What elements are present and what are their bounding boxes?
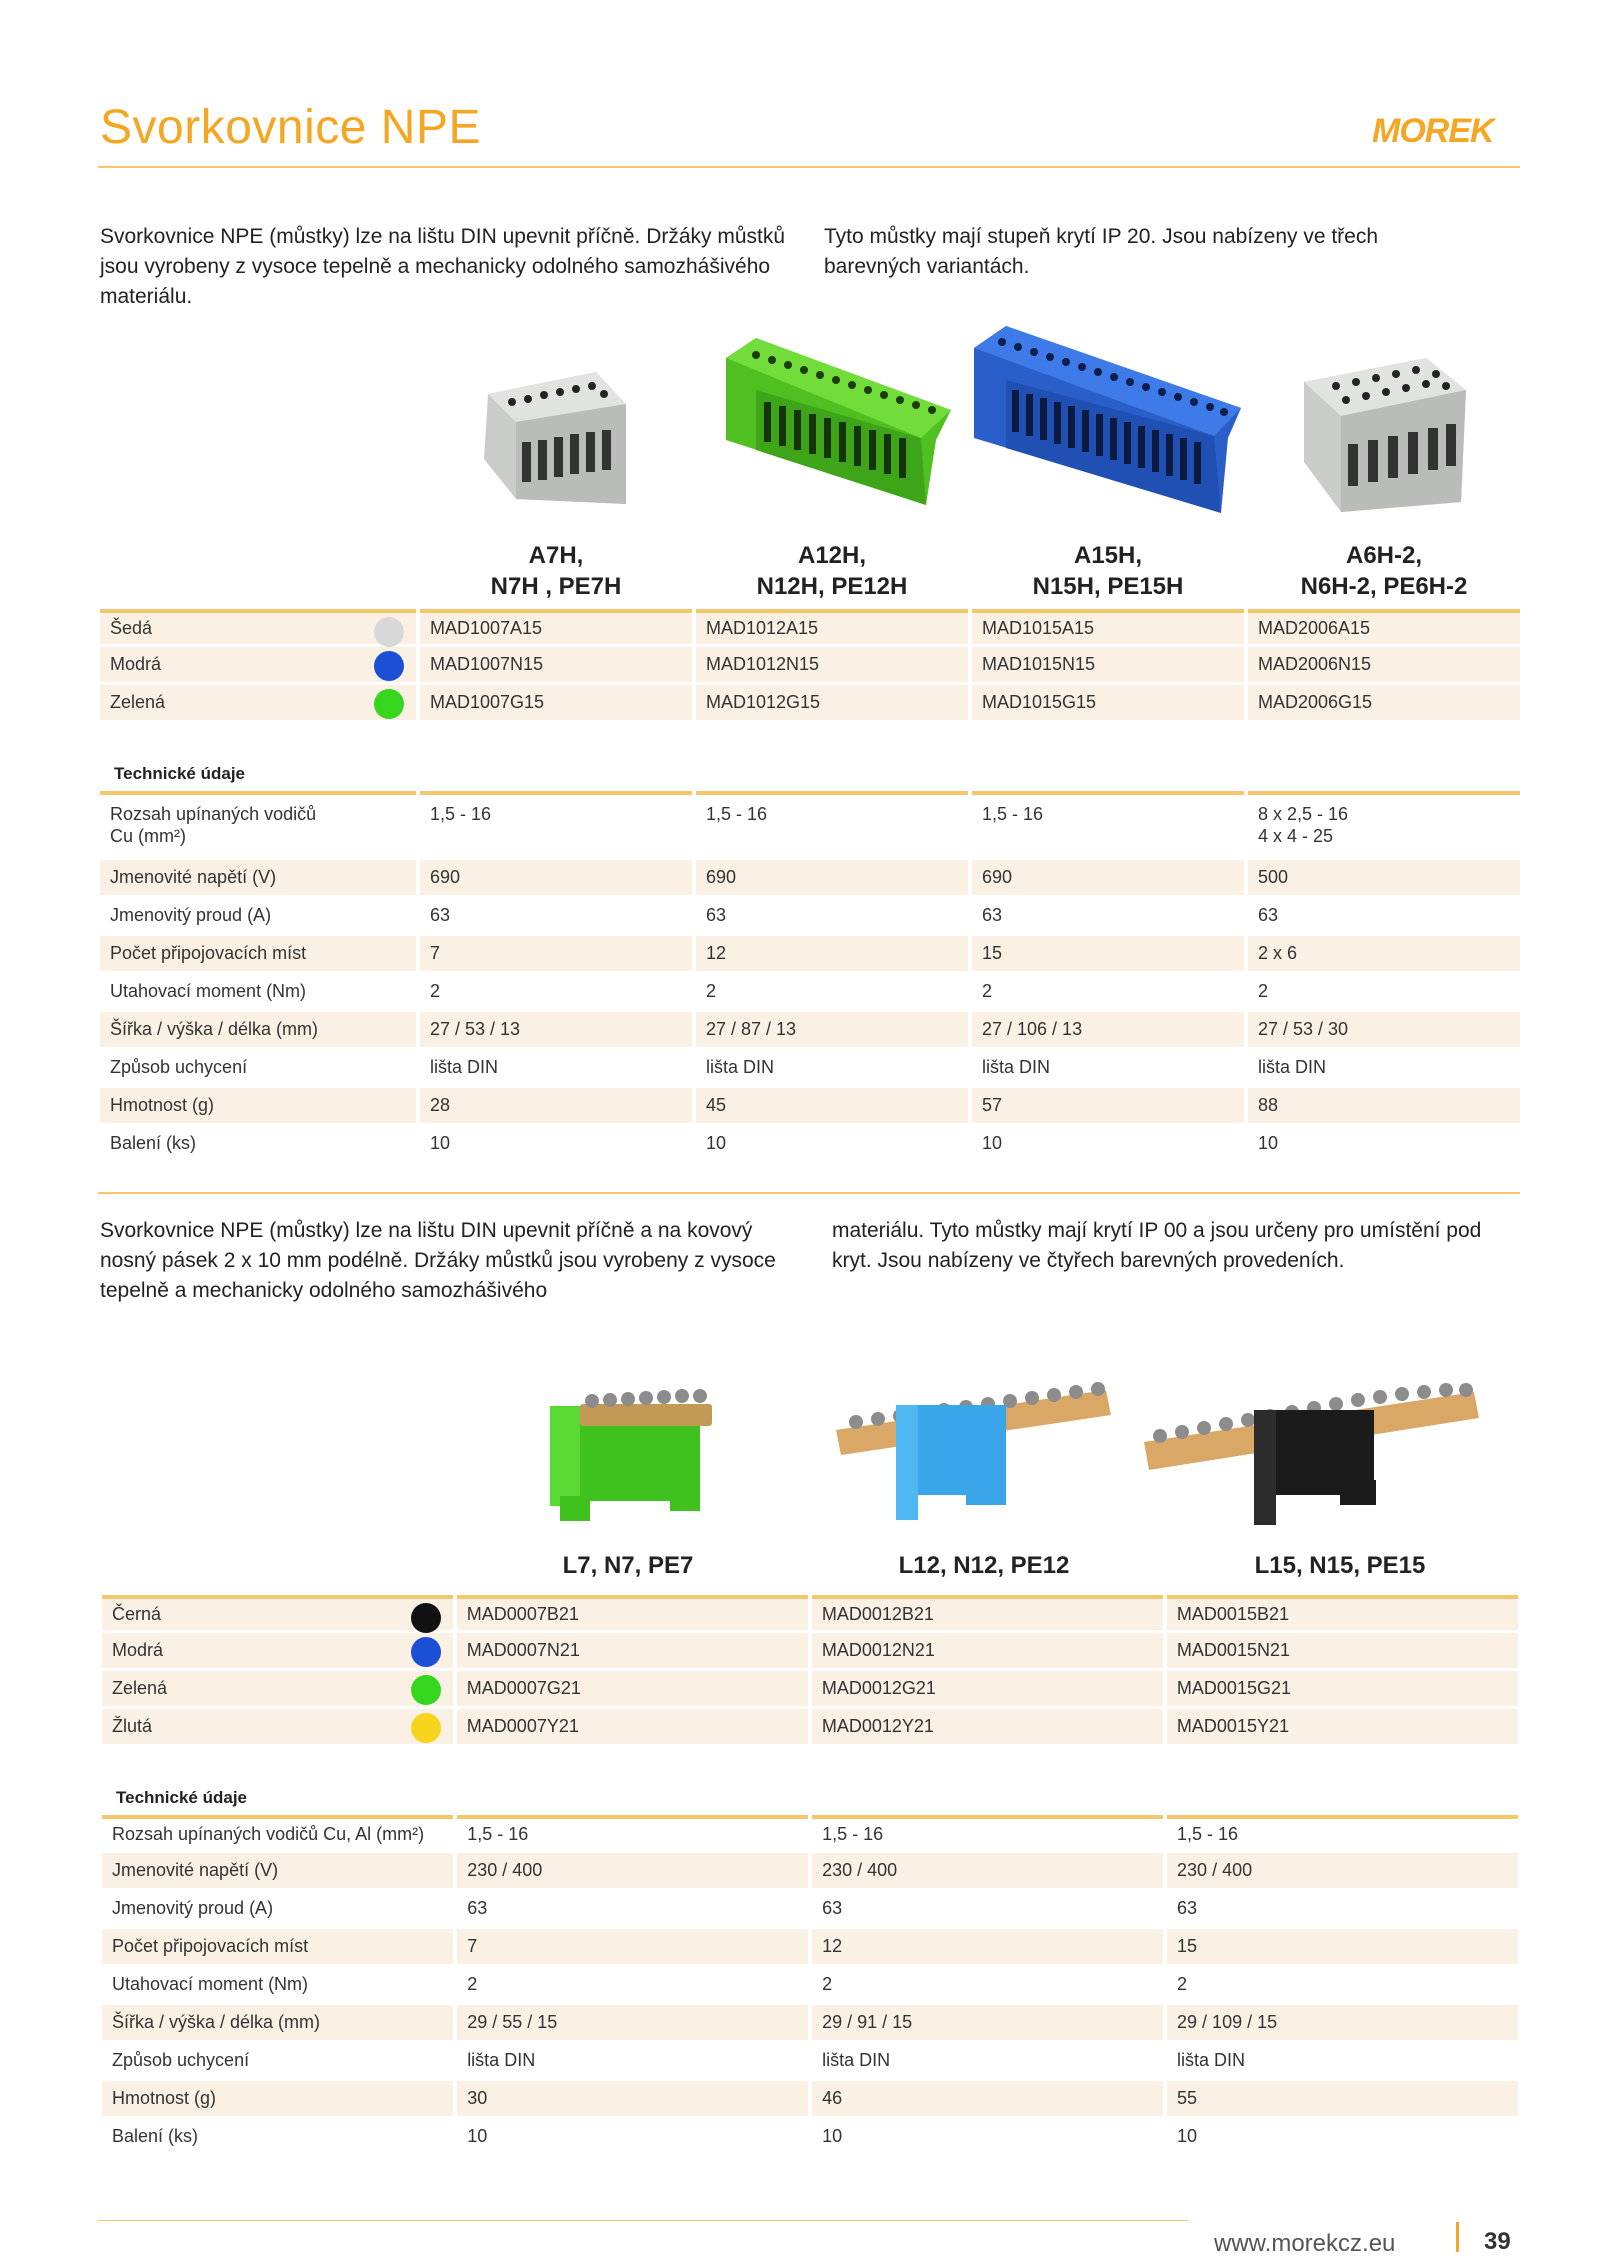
color-label: Černá <box>102 1595 453 1630</box>
table-row <box>100 1050 1520 1085</box>
spec-value: 63 <box>812 1891 1163 1926</box>
table-row <box>102 1709 1518 1744</box>
spec-value: 12 <box>696 936 968 971</box>
order-code: MAD0015B21 <box>1167 1595 1518 1630</box>
product-image-green-busbar-12 <box>716 330 956 510</box>
color-label: Modrá <box>100 647 416 682</box>
product-name-line1: A12H, <box>797 542 867 569</box>
spec-value: 230 / 400 <box>1167 1853 1518 1888</box>
tech-heading: Technické údaje <box>116 1788 248 1807</box>
spec-value: 2 <box>420 974 692 1009</box>
spec-value: 8 x 2,5 - 16 4 x 4 - 25 <box>1248 791 1520 857</box>
order-code: MAD0012B21 <box>812 1595 1163 1630</box>
spec-value: lišta DIN <box>420 1050 692 1085</box>
table-row <box>100 609 1520 644</box>
order-code: MAD1007G15 <box>420 685 692 720</box>
section1-intro-left: Svorkovnice NPE (můstky) lze na lištu DIN upevnit příčně. Držáky můstků jsou vyrobeny z vysoce tepelně a mechanicky odolného samozhášivého materiálu. <box>100 225 786 308</box>
table-row <box>102 1853 1518 1888</box>
section1-color-table <box>96 606 1524 723</box>
spec-value: 7 <box>420 936 692 971</box>
color-label: Zelená <box>102 1671 453 1706</box>
spec-label: Šířka / výška / délka (mm) <box>102 2005 453 2040</box>
spec-value: 63 <box>696 898 968 933</box>
spec-value: 1,5 - 16 <box>696 791 968 857</box>
table-row <box>100 1126 1520 1161</box>
order-code: MAD0015Y21 <box>1167 1709 1518 1744</box>
spec-label: Způsob uchycení <box>102 2043 453 2078</box>
color-dot-blue <box>374 651 404 681</box>
website-link[interactable]: www.morekcz.eu <box>1214 2230 1396 2257</box>
table-row <box>102 1967 1518 2002</box>
spec-value: 63 <box>1167 1891 1518 1926</box>
spec-value: 690 <box>972 860 1244 895</box>
product-image-green-holder-7 <box>540 1386 730 1526</box>
color-dot-blue <box>411 1637 441 1667</box>
table-row <box>102 1671 1518 1706</box>
spec-value: 7 <box>457 1929 808 1964</box>
table-row <box>102 2119 1518 2154</box>
order-code: MAD0015G21 <box>1167 1671 1518 1706</box>
spec-value: 63 <box>457 1891 808 1926</box>
product-name-l7: L7, N7, PE7 <box>562 1552 694 1579</box>
spec-label: Počet připojovacích míst <box>102 1929 453 1964</box>
section1-tech-table <box>96 788 1524 1164</box>
footer-divider <box>98 2220 1188 2221</box>
order-code: MAD1015N15 <box>972 647 1244 682</box>
table-row <box>102 2081 1518 2116</box>
spec-label: Balení (ks) <box>100 1126 416 1161</box>
spec-value: 27 / 53 / 13 <box>420 1012 692 1047</box>
color-dot-green <box>374 689 404 719</box>
spec-label: Způsob uchycení <box>100 1050 416 1085</box>
spec-value: 2 <box>1167 1967 1518 2002</box>
header-divider <box>98 166 1520 168</box>
product-name-line1: A6H-2, <box>1345 542 1423 569</box>
page-title: Svorkovnice NPE <box>100 101 481 154</box>
spec-value: 45 <box>696 1088 968 1123</box>
spec-value: 55 <box>1167 2081 1518 2116</box>
spec-value: 10 <box>457 2119 808 2154</box>
table-row <box>102 1595 1518 1630</box>
order-code: MAD0012Y21 <box>812 1709 1163 1744</box>
spec-value: lišta DIN <box>812 2043 1163 2078</box>
product-image-grey-busbar-6x2 <box>1296 352 1476 522</box>
product-name-line2: N12H, PE12H <box>756 573 908 600</box>
spec-value: 27 / 87 / 13 <box>696 1012 968 1047</box>
order-code: MAD0007N21 <box>457 1633 808 1668</box>
spec-value: 28 <box>420 1088 692 1123</box>
product-name-line1: A15H, <box>1073 542 1143 569</box>
section2-tech-table <box>98 1812 1522 2157</box>
table-row <box>100 1012 1520 1047</box>
spec-value: 10 <box>812 2119 1163 2154</box>
spec-value: 27 / 106 / 13 <box>972 1012 1244 1047</box>
product-name-a15h <box>972 540 1244 602</box>
product-name-line2: N6H-2, PE6H-2 <box>1300 573 1468 600</box>
spec-value: 63 <box>1248 898 1520 933</box>
order-code: MAD1015G15 <box>972 685 1244 720</box>
spec-value: 2 x 6 <box>1248 936 1520 971</box>
color-label: Žlutá <box>102 1709 453 1744</box>
spec-value: lišta DIN <box>457 2043 808 2078</box>
spec-value: 12 <box>812 1929 1163 1964</box>
product-name-line2: N15H, PE15H <box>1032 573 1184 600</box>
tech-heading: Technické údaje <box>114 764 246 783</box>
spec-value: 690 <box>696 860 968 895</box>
spec-label: Šířka / výška / délka (mm) <box>100 1012 416 1047</box>
page-number: 39 <box>1484 2228 1511 2255</box>
spec-value: 2 <box>972 974 1244 1009</box>
spec-label: Rozsah upínaných vodičů Cu (mm²) <box>100 791 416 857</box>
table-row <box>102 1891 1518 1926</box>
spec-label: Jmenovitý proud (A) <box>102 1891 453 1926</box>
spec-value: 27 / 53 / 30 <box>1248 1012 1520 1047</box>
spec-value: 63 <box>972 898 1244 933</box>
order-code: MAD1007A15 <box>420 609 692 644</box>
order-code: MAD0012N21 <box>812 1633 1163 1668</box>
table-row <box>102 2005 1518 2040</box>
table-row <box>102 1815 1518 1850</box>
spec-label: Jmenovité napětí (V) <box>102 1853 453 1888</box>
spec-value: 88 <box>1248 1088 1520 1123</box>
order-code: MAD0012G21 <box>812 1671 1163 1706</box>
spec-value: 500 <box>1248 860 1520 895</box>
order-code: MAD0007B21 <box>457 1595 808 1630</box>
spec-label: Jmenovitý proud (A) <box>100 898 416 933</box>
spec-value: 10 <box>696 1126 968 1161</box>
table-row <box>102 1633 1518 1668</box>
spec-value: 29 / 91 / 15 <box>812 2005 1163 2040</box>
order-code: MAD1012G15 <box>696 685 968 720</box>
spec-value: lišta DIN <box>972 1050 1244 1085</box>
table-row <box>100 647 1520 682</box>
section1-intro-right: Tyto můstky mají stupeň krytí IP 20. Jsou nabízeny ve třech barevných variantách. <box>824 225 1379 278</box>
product-name-l12: L12, N12, PE12 <box>898 1552 1070 1579</box>
product-name-l15: L15, N15, PE15 <box>1254 1552 1426 1579</box>
section2-intro-right: materiálu. Tyto můstky mají krytí IP 00 a jsou určeny pro umístění pod kryt. Jsou nabízeny ve čtyřech barevných provedeních. <box>832 1219 1482 1272</box>
spec-value: 1,5 - 16 <box>972 791 1244 857</box>
spec-value: 15 <box>972 936 1244 971</box>
spec-value: 15 <box>1167 1929 1518 1964</box>
spec-value: 230 / 400 <box>457 1853 808 1888</box>
order-code: MAD2006N15 <box>1248 647 1520 682</box>
spec-value: 1,5 - 16 <box>420 791 692 857</box>
product-image-black-holder-15 <box>1144 1380 1484 1530</box>
spec-value: 1,5 - 16 <box>457 1815 808 1850</box>
order-code: MAD0007G21 <box>457 1671 808 1706</box>
order-code: MAD1012N15 <box>696 647 968 682</box>
product-image-blue-busbar-15 <box>966 318 1246 518</box>
table-row <box>100 860 1520 895</box>
table-row <box>100 685 1520 720</box>
spec-value: 2 <box>457 1967 808 2002</box>
spec-value: 2 <box>696 974 968 1009</box>
table-row <box>102 2043 1518 2078</box>
table-row <box>100 791 1520 857</box>
order-code: MAD0015N21 <box>1167 1633 1518 1668</box>
spec-label: Balení (ks) <box>102 2119 453 2154</box>
spec-value: 10 <box>972 1126 1244 1161</box>
color-label: Zelená <box>100 685 416 720</box>
product-name-a7h <box>420 540 692 602</box>
spec-value: 10 <box>420 1126 692 1161</box>
spec-value: 29 / 55 / 15 <box>457 2005 808 2040</box>
product-name-a12h <box>696 540 968 602</box>
spec-value: 1,5 - 16 <box>812 1815 1163 1850</box>
spec-value: lišta DIN <box>696 1050 968 1085</box>
table-row <box>100 974 1520 1009</box>
product-image-blue-holder-12 <box>836 1380 1116 1530</box>
table-row <box>102 1929 1518 1964</box>
order-code: MAD0007Y21 <box>457 1709 808 1744</box>
spec-value: lišta DIN <box>1167 2043 1518 2078</box>
spec-label: Počet připojovacích míst <box>100 936 416 971</box>
morek-logo: MOREK <box>1372 112 1494 150</box>
spec-value: 57 <box>972 1088 1244 1123</box>
spec-value: 1,5 - 16 <box>1167 1815 1518 1850</box>
spec-label: Utahovací moment (Nm) <box>102 1967 453 2002</box>
footer-separator <box>1456 2222 1459 2252</box>
section-divider <box>98 1192 1520 1194</box>
spec-value: 30 <box>457 2081 808 2116</box>
order-code: MAD1015A15 <box>972 609 1244 644</box>
spec-value: 690 <box>420 860 692 895</box>
spec-label: Hmotnost (g) <box>102 2081 453 2116</box>
spec-value: 63 <box>420 898 692 933</box>
table-row <box>100 936 1520 971</box>
table-row <box>100 1088 1520 1123</box>
spec-label: Hmotnost (g) <box>100 1088 416 1123</box>
order-code: MAD1007N15 <box>420 647 692 682</box>
product-name-line2: N7H , PE7H <box>490 573 622 600</box>
product-name-line1: A7H, <box>528 542 584 569</box>
product-name-a6h-2 <box>1248 540 1520 602</box>
section2-intro-left: Svorkovnice NPE (můstky) lze na lištu DIN upevnit příčně a na kovový nosný pásek 2 x 10 mm podélně. Držáky můstků jsou vyrobeny z vysoce tepelně a mechanicky odolného samozhášivého <box>100 1219 776 1302</box>
spec-value: 46 <box>812 2081 1163 2116</box>
product-image-grey-busbar-7 <box>476 364 636 514</box>
color-dot-black <box>411 1603 441 1633</box>
color-dot-yellow <box>411 1713 441 1743</box>
color-dot-green <box>411 1675 441 1705</box>
spec-value: lišta DIN <box>1248 1050 1520 1085</box>
spec-value: 2 <box>812 1967 1163 2002</box>
spec-value: 230 / 400 <box>812 1853 1163 1888</box>
color-dot-grey <box>374 617 404 647</box>
table-row <box>100 898 1520 933</box>
spec-label: Rozsah upínaných vodičů Cu, Al (mm²) <box>102 1815 453 1850</box>
spec-label: Utahovací moment (Nm) <box>100 974 416 1009</box>
spec-value: 29 / 109 / 15 <box>1167 2005 1518 2040</box>
spec-value: 2 <box>1248 974 1520 1009</box>
color-label: Modrá <box>102 1633 453 1668</box>
spec-label: Jmenovité napětí (V) <box>100 860 416 895</box>
order-code: MAD1012A15 <box>696 609 968 644</box>
spec-value: 10 <box>1248 1126 1520 1161</box>
section2-color-table <box>98 1592 1522 1747</box>
color-label: Šedá <box>100 609 416 644</box>
order-code: MAD2006A15 <box>1248 609 1520 644</box>
spec-value: 10 <box>1167 2119 1518 2154</box>
order-code: MAD2006G15 <box>1248 685 1520 720</box>
